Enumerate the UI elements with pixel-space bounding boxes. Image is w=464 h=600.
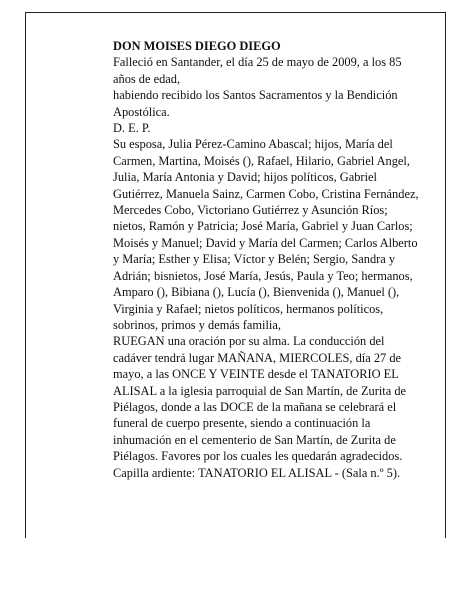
- funeral-details: RUEGAN una oración por su alma. La conducción del cadáver tendrá lugar MAÑANA, MIERCOLES, día 27 de mayo, a las ONCE Y VEINTE desde el TANATORIO EL ALISAL a la iglesia parroquial de San Martín, de Zurita de Piélagos, donde a las DOCE de la mañana se celebrará el funeral de cuerpo presente, siendo a continuación la inhumación en el cementerio de San Martín, de Zurita de Piélagos. Favores por los cuales les quedarán agradecidos.: [113, 334, 407, 464]
- family-list: Su esposa, Julia Pérez-Camino Abascal; hijos, María del Carmen, Martina, Moisés (), Rafael, Hilario, Gabriel Angel, Julia, María Antonia y David; hijos políticos, Gabriel Gutiérrez, Manuela Sainz, Carmen Cobo, Cristina Fernández, Mercedes Cobo, Victoriano Gutiérrez y Asunción Ríos; nietos, Ramón y Patricia; José María, Gabriel y Juan Carlos; Moisés y Manuel; David y María del Carmen; Carlos Alberto y María; Esther y Elisa; Víctor y Belén; Sergio, Sandra y Adrián; bisnietos, José María, Jesús, Paula y Teo; hermanos, Amparo (), Bibiana (), Lucía (), Bienvenida (), Manuel (), Virginia y Rafael; nietos políticos, hermanos políticos, sobrinos, primos y demás familia,: [113, 137, 419, 332]
- frame-right-border: [445, 12, 446, 538]
- obituary-notice: [113, 38, 421, 481]
- death-statement: Falleció en Santander, el día 25 de mayo de 2009, a los 85 años de edad,: [113, 55, 402, 86]
- sacraments-statement: habiendo recibido los Santos Sacramentos y la Bendición Apostólica.: [113, 88, 398, 119]
- frame-top-border: [25, 12, 445, 13]
- frame-left-border: [25, 12, 26, 538]
- deceased-name: DON MOISES DIEGO DIEGO: [113, 39, 281, 53]
- rip-line: D. E. P.: [113, 121, 151, 136]
- chapel-info: Capilla ardiente: TANATORIO EL ALISAL - (Sala n.º 5).: [113, 465, 401, 480]
